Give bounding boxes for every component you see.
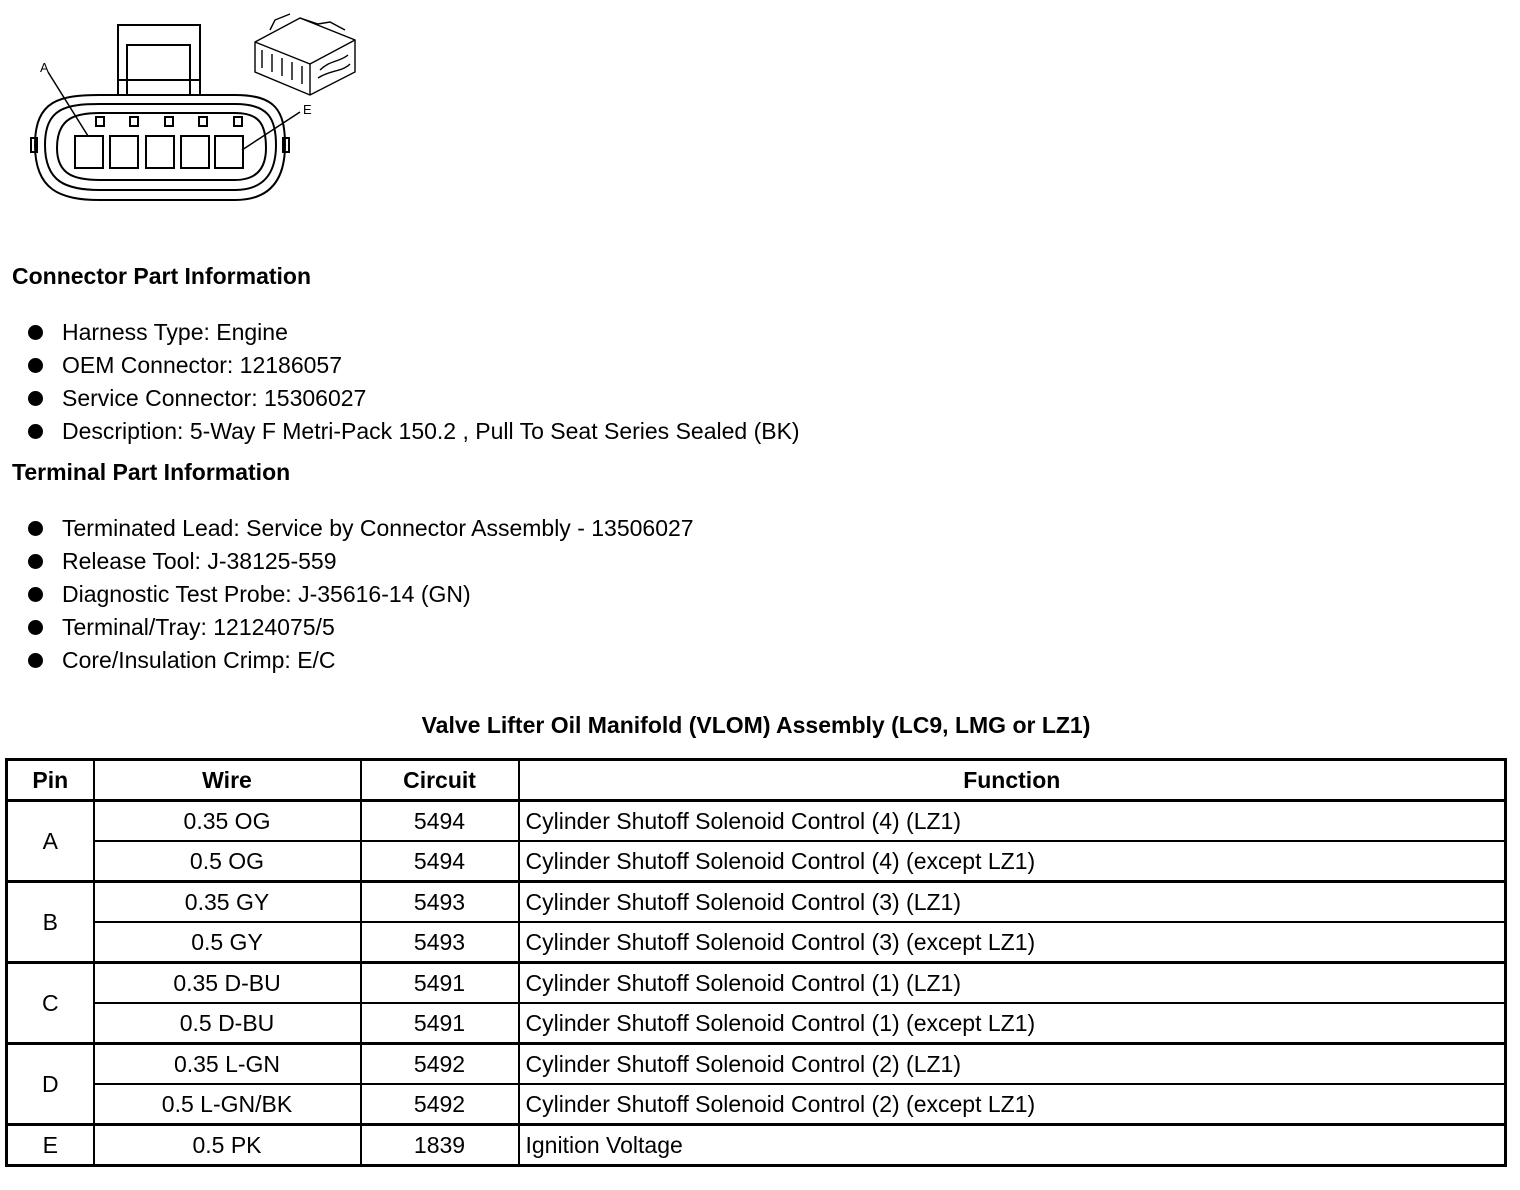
pinout-table xyxy=(5,758,1507,1167)
connector-info-item: Description: 5-Way F Metri-Pack 150.2 , Pull To Seat Series Sealed (BK) xyxy=(62,418,800,444)
connector-info-list xyxy=(28,316,800,448)
circuit-cell: 5494 xyxy=(361,801,519,842)
connector-info-item: Harness Type: Engine xyxy=(62,319,288,345)
list-item xyxy=(28,316,800,349)
table-row xyxy=(7,1044,1506,1085)
function-cell: Ignition Voltage xyxy=(519,1125,1506,1166)
wire-cell: 0.5 L-GN/BK xyxy=(94,1084,361,1125)
terminal-info-list xyxy=(28,512,694,677)
wire-cell: 0.5 OG xyxy=(94,841,361,882)
pin-cell: D xyxy=(7,1044,94,1125)
list-item xyxy=(28,349,800,382)
wire-cell: 0.35 D-BU xyxy=(94,963,361,1004)
connector-diagram xyxy=(0,0,380,215)
function-cell: Cylinder Shutoff Solenoid Control (4) (except LZ1) xyxy=(519,841,1506,882)
terminal-info-item: Terminated Lead: Service by Connector Assembly - 13506027 xyxy=(62,515,694,541)
terminal-info-title: Terminal Part Information xyxy=(12,459,291,485)
table-row xyxy=(7,801,1506,842)
circuit-cell: 5493 xyxy=(361,922,519,963)
list-item xyxy=(28,415,800,448)
wire-cell: 0.5 GY xyxy=(94,922,361,963)
pin-cell: A xyxy=(7,801,94,882)
wire-cell: 0.5 D-BU xyxy=(94,1003,361,1044)
table-row xyxy=(7,1003,1506,1044)
table-row xyxy=(7,841,1506,882)
circuit-cell: 5492 xyxy=(361,1044,519,1085)
wire-cell: 0.35 OG xyxy=(94,801,361,842)
table-row xyxy=(7,922,1506,963)
table-header-row xyxy=(7,760,1506,801)
bullet-icon xyxy=(28,554,43,569)
terminal-info-item: Release Tool: J-38125-559 xyxy=(62,548,337,574)
wire-cell: 0.5 PK xyxy=(94,1125,361,1166)
list-item xyxy=(28,611,694,644)
circuit-cell: 5492 xyxy=(361,1084,519,1125)
circuit-cell: 5494 xyxy=(361,841,519,882)
list-item xyxy=(28,545,694,578)
bullet-icon xyxy=(28,358,43,373)
list-item xyxy=(28,382,800,415)
table-row xyxy=(7,963,1506,1004)
circuit-cell: 1839 xyxy=(361,1125,519,1166)
table-row xyxy=(7,1084,1506,1125)
bullet-icon xyxy=(28,587,43,602)
bullet-icon xyxy=(28,521,43,536)
function-cell: Cylinder Shutoff Solenoid Control (1) (except LZ1) xyxy=(519,1003,1506,1044)
list-item xyxy=(28,512,694,545)
bullet-icon xyxy=(28,424,43,439)
bullet-icon xyxy=(28,325,43,340)
pin-cell: C xyxy=(7,963,94,1044)
header-wire: Wire xyxy=(94,760,361,801)
list-item xyxy=(28,644,694,677)
circuit-cell: 5493 xyxy=(361,882,519,923)
table-title: Valve Lifter Oil Manifold (VLOM) Assembly (LC9, LMG or LZ1) xyxy=(421,712,1091,738)
pin-cell: E xyxy=(7,1125,94,1166)
connector-info-item: OEM Connector: 12186057 xyxy=(62,352,343,378)
bullet-icon xyxy=(28,391,43,406)
list-item xyxy=(28,578,694,611)
circuit-cell: 5491 xyxy=(361,963,519,1004)
table-row xyxy=(7,1125,1506,1166)
bullet-icon xyxy=(28,620,43,635)
connector-info-title: Connector Part Information xyxy=(12,263,312,289)
function-cell: Cylinder Shutoff Solenoid Control (3) (except LZ1) xyxy=(519,922,1506,963)
wire-cell: 0.35 L-GN xyxy=(94,1044,361,1085)
terminal-info-item: Diagnostic Test Probe: J-35616-14 (GN) xyxy=(62,581,471,607)
table-row xyxy=(7,882,1506,923)
pin-e-label: E xyxy=(303,102,312,117)
pin-a-label: A xyxy=(40,60,49,75)
connector-3d-icon xyxy=(255,14,355,95)
connector-info-item: Service Connector: 15306027 xyxy=(62,385,367,411)
terminal-info-item: Core/Insulation Crimp: E/C xyxy=(62,647,336,673)
header-circuit: Circuit xyxy=(361,760,519,801)
header-pin: Pin xyxy=(7,760,94,801)
function-cell: Cylinder Shutoff Solenoid Control (4) (LZ1) xyxy=(519,801,1506,842)
function-cell: Cylinder Shutoff Solenoid Control (3) (LZ1) xyxy=(519,882,1506,923)
circuit-cell: 5491 xyxy=(361,1003,519,1044)
function-cell: Cylinder Shutoff Solenoid Control (2) (LZ1) xyxy=(519,1044,1506,1085)
bullet-icon xyxy=(28,653,43,668)
terminal-info-item: Terminal/Tray: 12124075/5 xyxy=(62,614,335,640)
function-cell: Cylinder Shutoff Solenoid Control (1) (LZ1) xyxy=(519,963,1506,1004)
header-function: Function xyxy=(519,760,1506,801)
pin-cell: B xyxy=(7,882,94,963)
function-cell: Cylinder Shutoff Solenoid Control (2) (except LZ1) xyxy=(519,1084,1506,1125)
wire-cell: 0.35 GY xyxy=(94,882,361,923)
